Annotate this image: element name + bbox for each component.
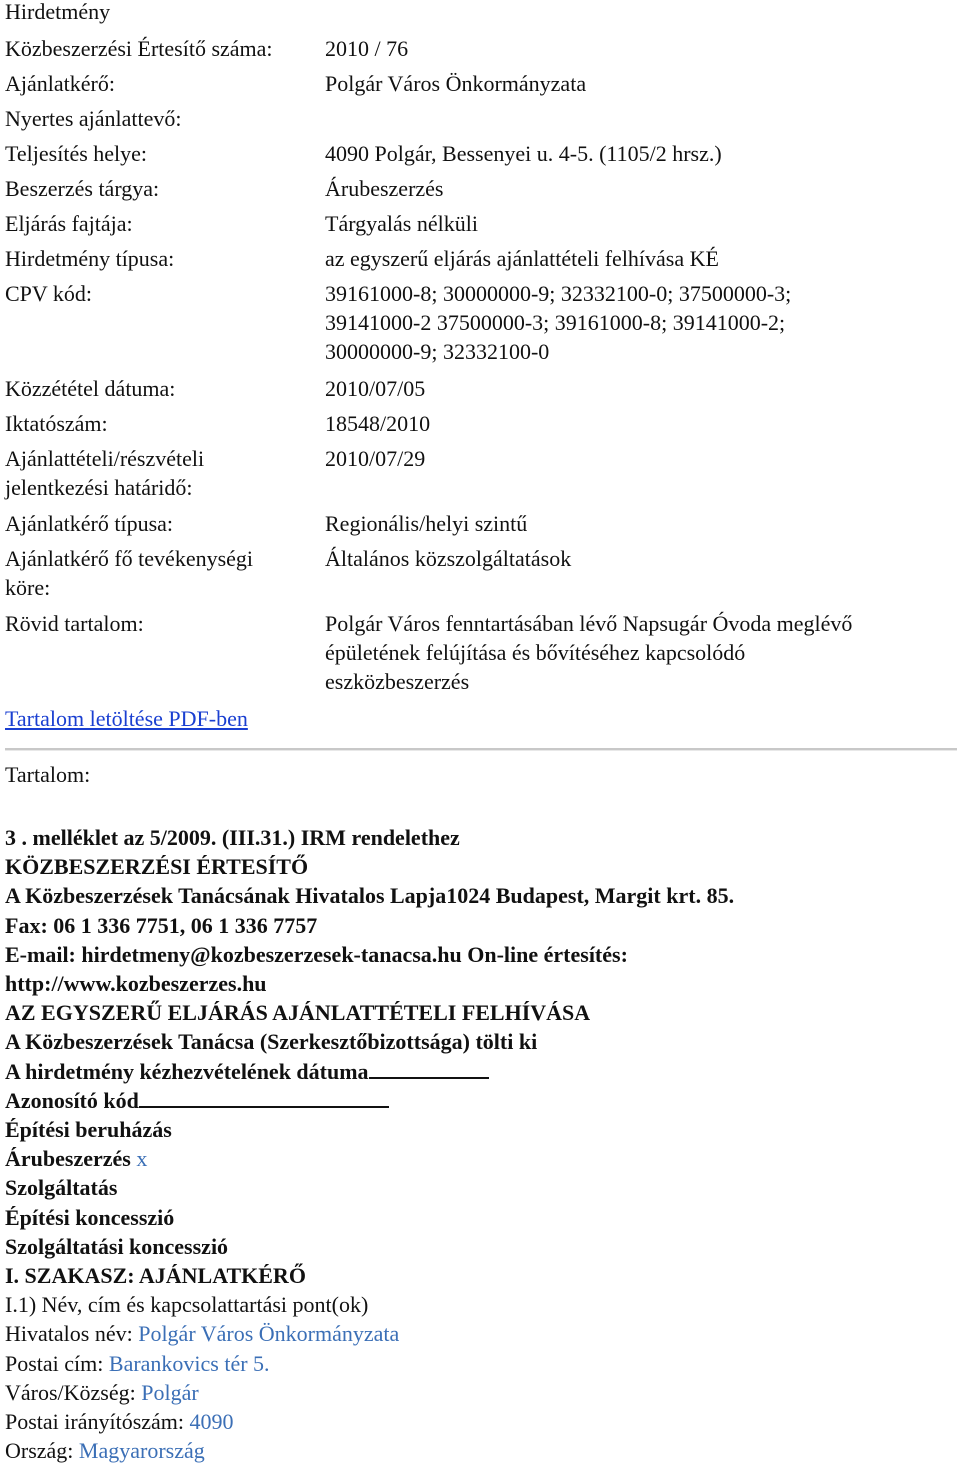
summary-value <box>325 609 955 704</box>
cpv-row <box>5 279 955 374</box>
cpv-line: 39161000-8; 30000000-9; 32332100-0; 37500000-3; <box>325 281 792 306</box>
meta-row <box>5 409 955 444</box>
field-label: Ország: <box>5 1438 79 1464</box>
contract-type-works: Építési beruházás <box>5 1117 172 1143</box>
summary-row <box>5 609 955 704</box>
meta-row <box>5 374 955 409</box>
notice-title: AZ EGYSZERŰ ELJÁRÁS AJÁNLATTÉTELI FELHÍVÁSA <box>5 1000 591 1026</box>
receipt-date-label: A hirdetmény kézhezvételének dátuma <box>5 1058 369 1084</box>
meta-label: Beszerzés tárgya: <box>5 176 160 201</box>
bulletin-fax: Fax: 06 1 336 7751, 06 1 336 7757 <box>5 912 318 938</box>
field-label: Postai cím: <box>5 1350 109 1376</box>
meta-label: Eljárás fajtája: <box>5 211 133 236</box>
meta-row <box>5 139 955 174</box>
deadline-label <box>5 444 325 509</box>
field-value: Polgár <box>141 1379 199 1405</box>
meta-value: 4090 Polgár, Bessenyei u. 4-5. (1105/2 hrsz.) <box>325 141 722 166</box>
deadline-label-line: Ajánlattételi/részvételi <box>5 446 205 471</box>
page-title: Hirdetmény <box>5 0 111 24</box>
cpv-label: CPV kód: <box>5 281 93 306</box>
contract-type-label: Árubeszerzés <box>5 1146 131 1172</box>
activity-label-line: Ajánlatkérő fő tevékenységi <box>5 546 254 571</box>
activity-value: Általános közszolgáltatások <box>325 546 572 571</box>
receipt-date-blank <box>369 1057 489 1079</box>
meta-value: Árubeszerzés <box>325 176 444 201</box>
field-label: Postai irányítószám: <box>5 1409 190 1435</box>
identifier-label: Azonosító kód <box>5 1087 139 1113</box>
type-label: Ajánlatkérő típusa: <box>5 511 174 536</box>
meta-label: Ajánlatkérő: <box>5 71 115 96</box>
meta-value: az egyszerű eljárás ajánlattételi felhívása KÉ <box>325 246 719 271</box>
cpv-line: 30000000-9; 32332100-0 <box>325 339 550 364</box>
section-heading: I. SZAKASZ: AJÁNLATKÉRŐ <box>5 1263 306 1289</box>
type-value: Regionális/helyi szintű <box>325 511 528 536</box>
meta-value <box>325 104 955 139</box>
meta-value: Polgár Város Önkormányzata <box>325 71 587 96</box>
deadline-value: 2010/07/29 <box>325 446 426 471</box>
pdf-download-link[interactable]: Tartalom letöltése PDF-ben <box>5 706 248 731</box>
meta-row <box>5 34 955 69</box>
meta-row <box>5 104 955 139</box>
content-heading: Tartalom: <box>5 762 91 787</box>
editorial-note: A Közbeszerzések Tanácsa (Szerkesztőbizottsága) tölti ki <box>5 1029 538 1055</box>
annex-reference: 3 . melléklet az 5/2009. (III.31.) IRM rendelethez <box>5 825 460 850</box>
field-postcode <box>5 1407 955 1436</box>
notice-content <box>5 823 955 1465</box>
meta-label: Teljesítés helye: <box>5 141 148 166</box>
contract-type-works-concession: Építési koncesszió <box>5 1204 175 1230</box>
deadline-row <box>5 444 955 509</box>
cpv-codes <box>325 279 955 374</box>
download-row <box>5 704 955 733</box>
bulletin-address: A Közbeszerzések Tanácsának Hivatalos Lapja1024 Budapest, Margit krt. 85. <box>5 883 735 909</box>
meta-label: Nyertes ajánlattevő: <box>5 106 182 131</box>
meta-row <box>5 69 955 104</box>
summary-line: épületének felújítása és bővítéséhez kapcsolódó <box>325 640 746 665</box>
contract-type-services: Szolgáltatás <box>5 1175 118 1201</box>
identifier-line <box>5 1086 955 1115</box>
bulletin-email: E-mail: hirdetmeny@kozbeszerzesek-tanacsa.hu On-line értesítés: <box>5 941 628 967</box>
meta-label: Iktatószám: <box>5 411 108 436</box>
summary-line: eszközbeszerzés <box>325 669 470 694</box>
deadline-label-line: jelentkezési határidő: <box>5 475 193 500</box>
document-page <box>5 0 955 1464</box>
contract-type-services-concession: Szolgáltatási koncesszió <box>5 1233 229 1259</box>
receipt-date-line <box>5 1057 955 1086</box>
meta-label: Közzététel dátuma: <box>5 376 176 401</box>
meta-value: 2010/07/05 <box>325 376 426 401</box>
field-value: Polgár Város Önkormányzata <box>138 1321 400 1347</box>
field-label: Hivatalos név: <box>5 1321 139 1347</box>
meta-value: 2010 / 76 <box>325 36 409 61</box>
activity-label <box>5 544 325 609</box>
meta-value: Tárgyalás nélküli <box>325 211 478 236</box>
field-official-name <box>5 1319 955 1348</box>
cpv-line: 39141000-2 37500000-3; 39161000-8; 39141000-2; <box>325 310 786 335</box>
field-country <box>5 1436 955 1465</box>
subsection-heading: I.1) Név, cím és kapcsolattartási pont(ok) <box>5 1292 369 1318</box>
field-value: Magyarország <box>78 1438 205 1464</box>
contract-type-supplies <box>5 1144 955 1173</box>
summary-label: Rövid tartalom: <box>5 611 144 636</box>
bulletin-website: http://www.kozbeszerzes.hu <box>5 971 267 997</box>
identifier-blank <box>139 1086 389 1108</box>
selected-mark: x <box>136 1146 148 1172</box>
meta-value: 18548/2010 <box>325 411 431 436</box>
activity-label-line: köre: <box>5 575 51 600</box>
section-divider <box>5 748 957 751</box>
bulletin-name: KÖZBESZERZÉSI ÉRTESÍTŐ <box>5 854 309 880</box>
meta-row <box>5 209 955 244</box>
field-postal-address <box>5 1349 955 1378</box>
meta-label: Hirdetmény típusa: <box>5 246 175 271</box>
meta-row <box>5 174 955 209</box>
field-value: 4090 <box>189 1409 234 1435</box>
field-town <box>5 1378 955 1407</box>
notice-metadata-table <box>5 34 955 733</box>
meta-label: Közbeszerzési Értesítő száma: <box>5 36 273 61</box>
type-row <box>5 509 955 544</box>
meta-row <box>5 244 955 279</box>
summary-line: Polgár Város fenntartásában lévő Napsugár Óvoda meglévő <box>325 611 853 636</box>
field-label: Város/Község: <box>5 1379 142 1405</box>
field-value: Barankovics tér 5. <box>108 1350 270 1376</box>
activity-row <box>5 544 955 609</box>
